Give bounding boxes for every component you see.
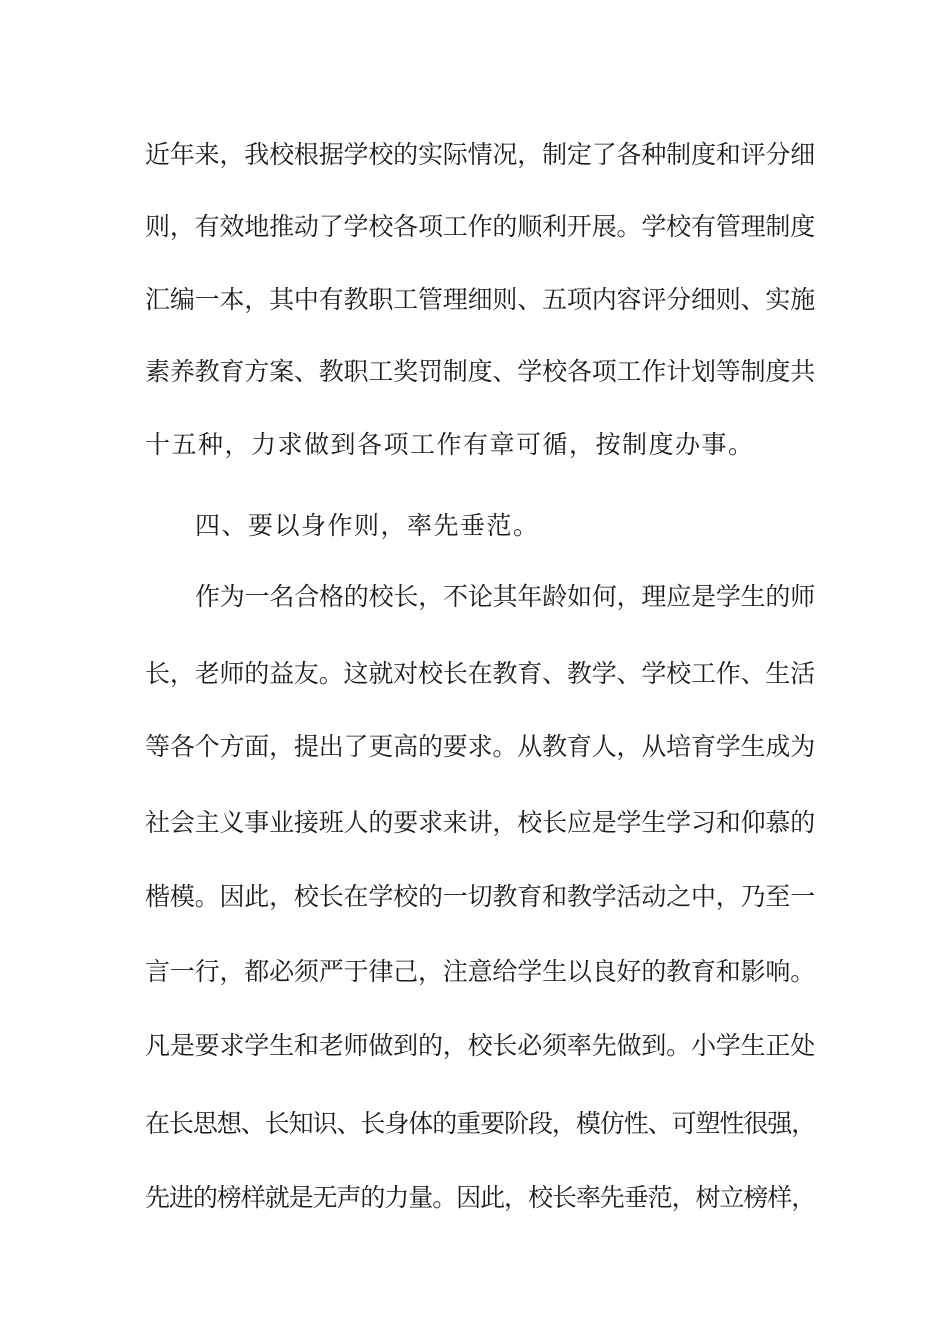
text-line-12: 言一行，都必须严于律己，注意给学生以良好的教育和影响。 [145, 957, 815, 986]
text-line-7: 作为一名合格的校长，不论其年龄如何，理应是学生的师 [195, 582, 815, 611]
text-line-3: 汇编一本，其中有教职工管理细则、五项内容评分细则、实施 [145, 285, 815, 314]
section-heading: 四、要以身作则，率先垂范。 [195, 511, 540, 540]
text-line-1: 近年来，我校根据学校的实际情况，制定了各种制度和评分细 [145, 140, 815, 169]
text-line-8: 长，老师的益友。这就对校长在教育、教学、学校工作、生活 [145, 659, 815, 688]
text-line-5: 十五种，力求做到各项工作有章可循，按制度办事。 [145, 430, 755, 459]
text-line-14: 在长思想、长知识、长身体的重要阶段，模仿性、可塑性很强， [145, 1109, 815, 1138]
text-line-13: 凡是要求学生和老师做到的，校长必须率先做到。小学生正处 [145, 1031, 815, 1060]
text-line-2: 则，有效地推动了学校各项工作的顺利开展。学校有管理制度 [145, 212, 815, 241]
text-line-9: 等各个方面，提出了更高的要求。从教育人，从培育学生成为 [145, 732, 815, 761]
text-line-11: 楷模。因此，校长在学校的一切教育和教学活动之中，乃至一 [145, 882, 815, 911]
text-line-4: 素养教育方案、教职工奖罚制度、学校各项工作计划等制度共 [145, 357, 815, 386]
text-line-10: 社会主义事业接班人的要求来讲，校长应是学生学习和仰慕的 [145, 808, 815, 837]
text-line-15: 先进的榜样就是无声的力量。因此，校长率先垂范，树立榜样， [145, 1183, 815, 1212]
